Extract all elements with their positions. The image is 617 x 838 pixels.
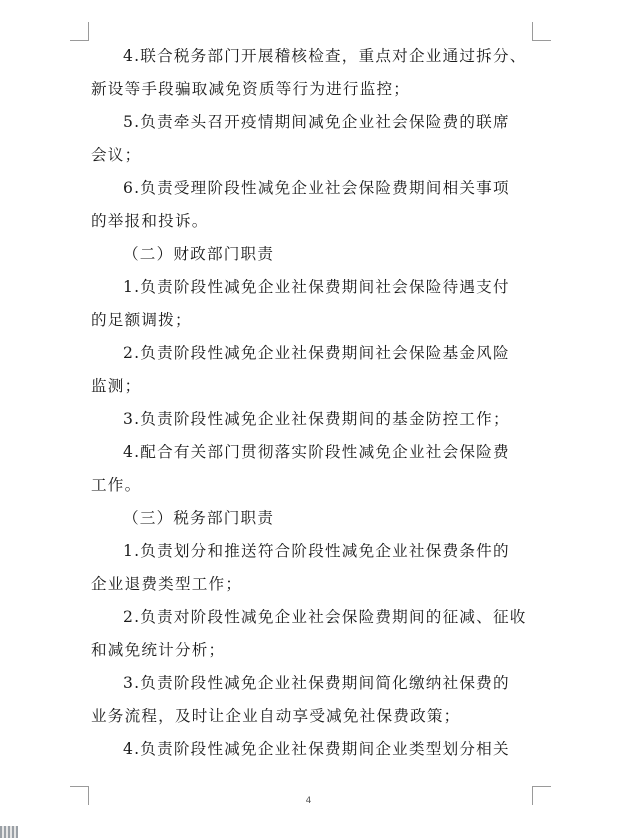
text-line: 3.负责阶段性减免企业社保费期间的基金防控工作；: [123, 410, 510, 428]
text-line: 4.配合有关部门贯彻落实阶段性减免企业社会保险费: [123, 443, 510, 461]
resize-grip[interactable]: [0, 826, 18, 838]
text-line: 监测；: [91, 377, 142, 395]
text-line: 1.负责阶段性减免企业社保费期间社会保险待遇支付: [123, 278, 510, 296]
text-line: 5.负责牵头召开疫情期间减免企业社会保险费的联席: [123, 113, 510, 131]
text-line: 业务流程，及时让企业自动享受减免社保费政策；: [91, 707, 461, 725]
crop-mark-top-left: [70, 22, 89, 41]
text-line: 6.负责受理阶段性减免企业社会保险费期间相关事项: [123, 179, 510, 197]
text-line: 2.负责阶段性减免企业社保费期间社会保险基金风险: [123, 344, 510, 362]
text-line: 2.负责对阶段性减免企业社会保险费期间的征减、征收: [123, 608, 527, 626]
text-line: 企业退费类型工作；: [91, 575, 243, 593]
page-number: 4: [305, 796, 312, 806]
crop-mark-top-right: [532, 22, 551, 41]
text-line: 4.负责阶段性减免企业社保费期间企业类型划分相关: [123, 740, 510, 758]
text-line: 1.负责划分和推送符合阶段性减免企业社保费条件的: [123, 542, 510, 560]
text-line: 3.负责阶段性减免企业社保费期间简化缴纳社保费的: [123, 674, 510, 692]
text-line: 4.联合税务部门开展稽核检查，重点对企业通过拆分、: [123, 47, 527, 65]
text-line: 新设等手段骗取减免资质等行为进行监控；: [91, 80, 411, 98]
text-line: 和减免统计分析；: [91, 641, 226, 659]
text-line: 的足额调拨；: [91, 311, 192, 329]
text-line: 的举报和投诉。: [91, 212, 209, 230]
text-line: 工作。: [91, 476, 142, 494]
section-heading: （二）财政部门职责: [123, 245, 275, 263]
document-body: [91, 40, 533, 766]
section-heading: （三）税务部门职责: [123, 509, 275, 527]
text-line: 会议；: [91, 146, 142, 164]
